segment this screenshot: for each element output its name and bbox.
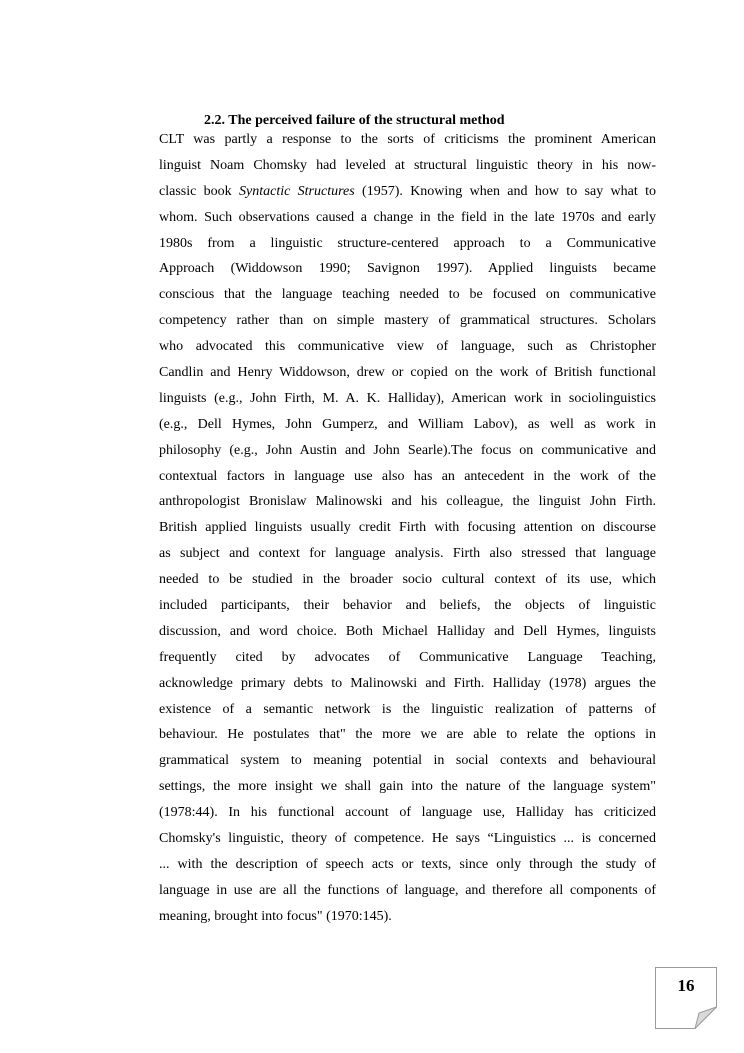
text-segment: classic book (159, 183, 239, 199)
text-line: included participants, their behavior and beliefs, the objects of linguistic (159, 598, 656, 614)
page-number: 16 (677, 976, 695, 995)
body-paragraph (159, 127, 656, 930)
text-line: conscious that the language teaching needed to be focused on communicative (159, 287, 656, 303)
text-line: grammatical system to meaning potential in social contexts and behavioural (159, 753, 656, 769)
text-line: Chomsky's linguistic, theory of competence. He says “Linguistics ... is concerned (159, 831, 656, 847)
text-line: 1980s from a linguistic structure-centered approach to a Communicative (159, 235, 656, 251)
text-line: philosophy (e.g., John Austin and John Searle).The focus on communicative and (159, 442, 656, 458)
text-line: linguist Noam Chomsky had leveled at structural linguistic theory in his now- (159, 157, 656, 173)
text-line: anthropologist Bronislaw Malinowski and his colleague, the linguist John Firth. (159, 494, 656, 510)
text-line: (1978:44). In his functional account of language use, Halliday has criticized (159, 805, 656, 821)
text-line (159, 179, 656, 205)
text-line: language in use are all the functions of language, and therefore all components of (159, 882, 656, 898)
text-line: existence of a semantic network is the linguistic realization of patterns of (159, 701, 656, 717)
text-line: (e.g., Dell Hymes, John Gumperz, and William Labov), as well as work in (159, 416, 656, 432)
book-title: Syntactic Structures (239, 183, 355, 199)
section-heading: 2.2. The perceived failure of the structural method (204, 113, 505, 128)
text-line: competency rather than on simple mastery of grammatical structures. Scholars (159, 313, 656, 329)
text-line: who advocated this communicative view of language, such as Christopher (159, 339, 656, 355)
text-line: whom. Such observations caused a change in the field in the late 1970s and early (159, 209, 656, 225)
text-line: needed to be studied in the broader socio cultural context of its use, which (159, 572, 656, 588)
text-line: Candlin and Henry Widdowson, drew or copied on the work of British functional (159, 365, 656, 381)
text-line: British applied linguists usually credit Firth with focusing attention on discourse (159, 520, 656, 536)
text-line: Approach (Widdowson 1990; Savignon 1997). Applied linguists became (159, 261, 656, 277)
text-segment: (1957). Knowing when and how to say what to (354, 183, 656, 199)
text-line: frequently cited by advocates of Communicative Language Teaching, (159, 649, 656, 665)
text-line: CLT was partly a response to the sorts of criticisms the prominent American (159, 132, 656, 147)
page-number-box (655, 967, 717, 1029)
text-line: linguists (e.g., John Firth, M. A. K. Halliday), American work in sociolinguistics (159, 390, 656, 406)
text-line: behaviour. He postulates that" the more we are able to relate the options in (159, 727, 656, 743)
text-line: settings, the more insight we shall gain into the nature of the language system" (159, 779, 656, 795)
text-line: discussion, and word choice. Both Michael Halliday and Dell Hymes, linguists (159, 623, 656, 639)
text-line: contextual factors in language use also has an antecedent in the work of the (159, 468, 656, 484)
text-line: as subject and context for language analysis. Firth also stressed that language (159, 546, 656, 562)
text-line: ... with the description of speech acts or texts, since only through the study of (159, 856, 656, 872)
text-line: meaning, brought into focus" (1970:145). (159, 908, 392, 924)
text-line: acknowledge primary debts to Malinowski and Firth. Halliday (1978) argues the (159, 675, 656, 691)
